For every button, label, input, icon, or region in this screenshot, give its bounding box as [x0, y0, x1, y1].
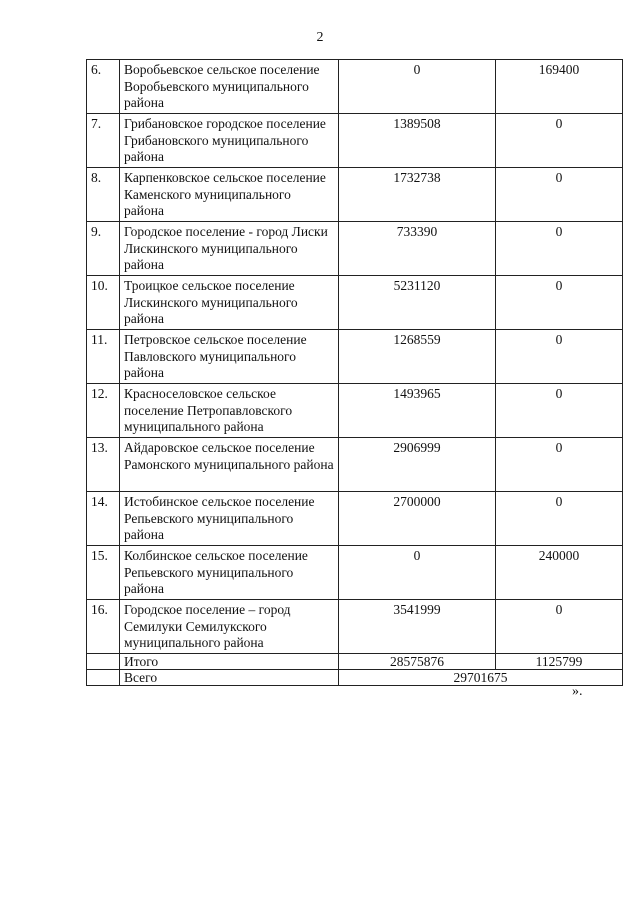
amount-col-1: 2700000 — [339, 492, 496, 546]
amount-col-2: 0 — [496, 222, 623, 276]
empty-cell — [87, 654, 120, 670]
table-row — [87, 168, 623, 222]
table-row — [87, 384, 623, 438]
amount-col-1: 1493965 — [339, 384, 496, 438]
settlement-name: Городское поселение - город Лиски Лискинского муниципального района — [120, 222, 339, 276]
amount-col-2: 169400 — [496, 60, 623, 114]
row-number: 12. — [87, 384, 120, 438]
vsego-total: 29701675 — [339, 670, 623, 686]
table-row — [87, 222, 623, 276]
amount-col-2: 0 — [496, 492, 623, 546]
amount-col-2: 0 — [496, 168, 623, 222]
settlement-name: Городское поселение – город Семилуки Семилукского муниципального района — [120, 600, 339, 654]
settlement-name: Красноселовское сельское поселение Петропавловского муниципального района — [120, 384, 339, 438]
amount-col-2: 0 — [496, 438, 623, 492]
row-number: 16. — [87, 600, 120, 654]
table-row — [87, 60, 623, 114]
amount-col-1: 3541999 — [339, 600, 496, 654]
amount-col-2: 0 — [496, 384, 623, 438]
amount-col-2: 0 — [496, 276, 623, 330]
amount-col-1: 2906999 — [339, 438, 496, 492]
amount-col-1: 1268559 — [339, 330, 496, 384]
itogo-col-1: 28575876 — [339, 654, 496, 670]
row-number: 15. — [87, 546, 120, 600]
itogo-col-2: 1125799 — [496, 654, 623, 670]
settlement-name: Истобинское сельское поселение Репьевского муниципального района — [120, 492, 339, 546]
amount-col-1: 1389508 — [339, 114, 496, 168]
settlement-name: Колбинское сельское поселение Репьевского муниципального района — [120, 546, 339, 600]
settlement-name: Карпенковское сельское поселение Каменского муниципального района — [120, 168, 339, 222]
table-row — [87, 330, 623, 384]
settlement-name: Троицкое сельское поселение Лискинского муниципального района — [120, 276, 339, 330]
table-row — [87, 276, 623, 330]
table-row — [87, 438, 623, 492]
table-row — [87, 546, 623, 600]
row-number: 11. — [87, 330, 120, 384]
amount-col-2: 240000 — [496, 546, 623, 600]
amount-col-2: 0 — [496, 330, 623, 384]
row-number: 8. — [87, 168, 120, 222]
amount-col-1: 0 — [339, 546, 496, 600]
itogo-label: Итого — [120, 654, 339, 670]
closing-quote-mark: ». — [572, 684, 583, 699]
settlement-name: Петровское сельское поселение Павловского муниципального района — [120, 330, 339, 384]
amount-col-2: 0 — [496, 114, 623, 168]
row-number: 13. — [87, 438, 120, 492]
row-number: 9. — [87, 222, 120, 276]
table-row — [87, 114, 623, 168]
amount-col-1: 1732738 — [339, 168, 496, 222]
settlement-name: Воробьевское сельское поселение Воробьевского муниципального района — [120, 60, 339, 114]
amount-col-1: 5231120 — [339, 276, 496, 330]
settlement-name: Грибановское городское поселение Грибановского муниципального района — [120, 114, 339, 168]
row-number: 14. — [87, 492, 120, 546]
itogo-row — [87, 654, 623, 670]
amount-col-1: 733390 — [339, 222, 496, 276]
empty-cell — [87, 670, 120, 686]
row-number: 10. — [87, 276, 120, 330]
row-number: 7. — [87, 114, 120, 168]
settlement-name: Айдаровское сельское поселение Рамонского муниципального района — [120, 438, 339, 492]
amount-col-1: 0 — [339, 60, 496, 114]
page-number: 2 — [316, 30, 324, 45]
table-row — [87, 600, 623, 654]
amount-col-2: 0 — [496, 600, 623, 654]
allocation-table — [86, 59, 623, 686]
vsego-row — [87, 670, 623, 686]
vsego-label: Всего — [120, 670, 339, 686]
table-row — [87, 492, 623, 546]
row-number: 6. — [87, 60, 120, 114]
